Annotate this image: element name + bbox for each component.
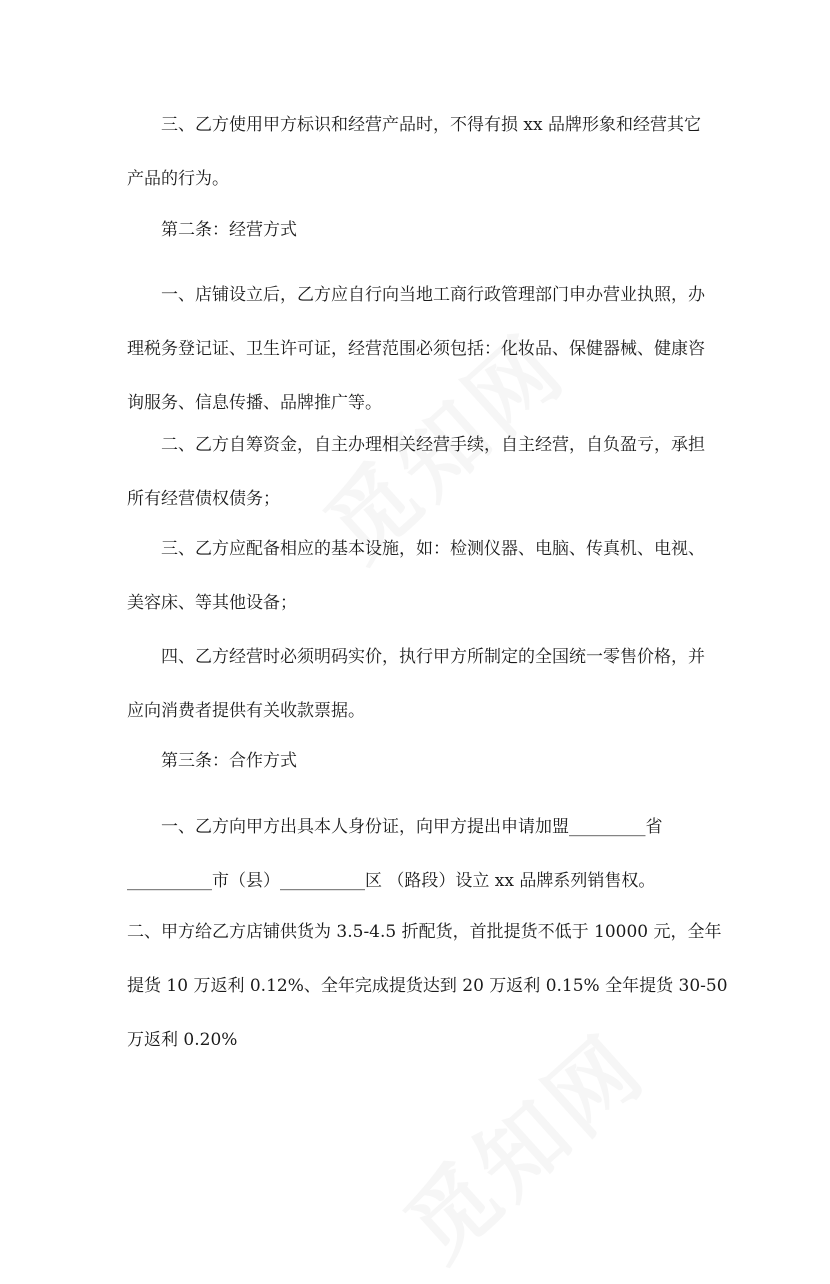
section-heading-business-mode bbox=[127, 203, 707, 257]
text-line: __________市（县）__________区 （路段）设立 xx 品牌系列销售权。 bbox=[127, 871, 656, 891]
text-line: 询服务、信息传播、品牌推广等。 bbox=[127, 393, 382, 413]
text-line: 第三条：合作方式 bbox=[161, 751, 297, 771]
text-line: 二、乙方自筹资金，自主办理相关经营手续，自主经营，自负盈亏，承担 bbox=[161, 435, 705, 455]
paragraph-self-funding bbox=[127, 418, 707, 526]
paragraph-pricing bbox=[127, 630, 707, 738]
section-heading-cooperation-mode bbox=[127, 734, 707, 788]
text-line: 三、乙方使用甲方标识和经营产品时，不得有损 xx 品牌形象和经营其它 bbox=[161, 115, 701, 135]
text-line: 所有经营债权债务； bbox=[127, 489, 280, 509]
text-line: 应向消费者提供有关收款票据。 bbox=[127, 701, 365, 721]
paragraph-application bbox=[127, 800, 707, 908]
text-line: 理税务登记证、卫生许可证，经营范围必须包括：化妆品、保健器械、健康咨 bbox=[127, 339, 705, 359]
text-line: 第二条：经营方式 bbox=[161, 220, 297, 240]
paragraph-supply-rebate bbox=[127, 905, 728, 1067]
text-line: 四、乙方经营时必须明码实价，执行甲方所制定的全国统一零售价格，并 bbox=[161, 647, 705, 667]
paragraph-usage-rules bbox=[127, 98, 707, 206]
text-line: 一、店铺设立后，乙方应自行向当地工商行政管理部门申办营业执照，办 bbox=[161, 285, 705, 305]
text-line: 二、甲方给乙方店铺供货为 3.5-4.5 折配货，首批提货不低于 10000 元，全年 bbox=[127, 922, 722, 942]
text-line: 美容床、等其他设备； bbox=[127, 593, 297, 613]
text-line: 产品的行为。 bbox=[127, 169, 229, 189]
text-line: 三、乙方应配备相应的基本设施，如：检测仪器、电脑、传真机、电视、 bbox=[161, 539, 705, 559]
text-line: 提货 10 万返利 0.12%、全年完成提货达到 20 万返利 0.15% 全年提货 30-50 bbox=[127, 976, 728, 996]
text-line: 一、乙方向甲方出具本人身份证，向甲方提出申请加盟_________省 bbox=[161, 817, 663, 837]
paragraph-license bbox=[127, 268, 707, 430]
paragraph-facilities bbox=[127, 522, 707, 630]
text-line: 万返利 0.20% bbox=[127, 1030, 238, 1050]
